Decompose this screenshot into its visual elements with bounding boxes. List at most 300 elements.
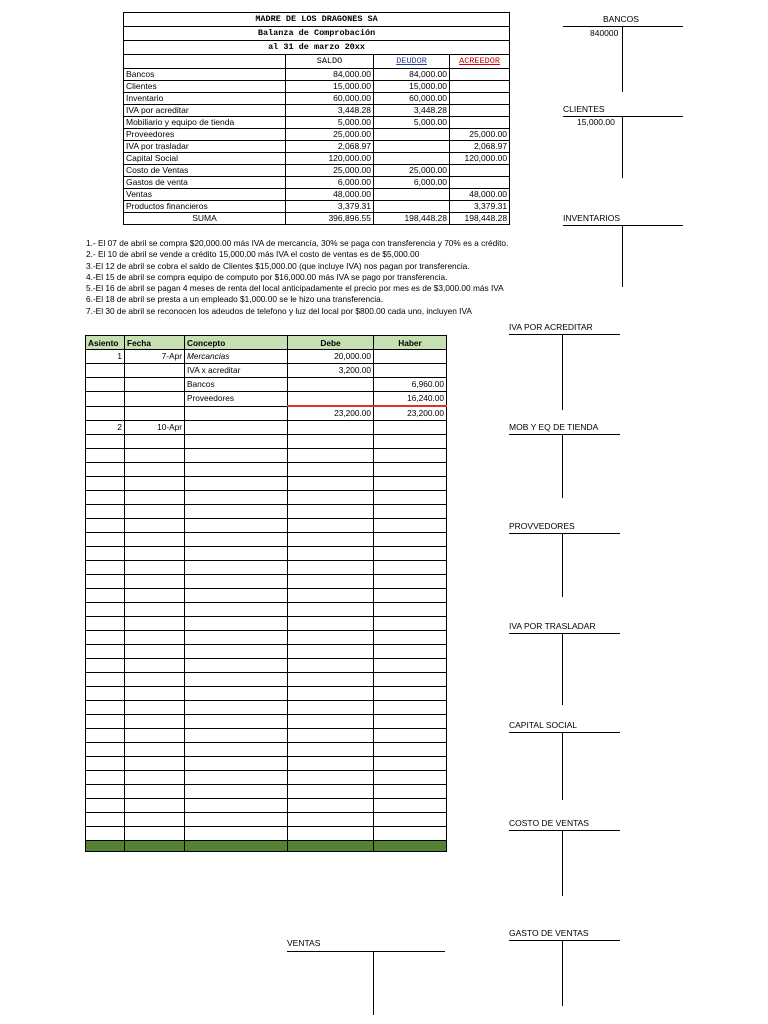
concepto-cell[interactable] [185, 589, 288, 603]
exercise-item: 4.-El 15 de abril se compra equipo de computo por $16,000.00 más IVA se pago por transferencia. [86, 271, 448, 282]
asiento-cell[interactable] [86, 799, 125, 813]
fecha-cell[interactable] [125, 771, 185, 785]
asiento-cell[interactable] [86, 491, 125, 505]
debe-cell[interactable] [288, 519, 374, 533]
trial-balance-table [123, 12, 510, 225]
company-name: MADRE DE LOS DRAGONES SA [124, 13, 510, 27]
account-row [124, 81, 510, 93]
debe-cell[interactable] [288, 491, 374, 505]
asiento-cell[interactable] [86, 505, 125, 519]
haber-cell[interactable] [374, 729, 447, 743]
concepto-cell[interactable] [185, 477, 288, 491]
debe-cell[interactable] [288, 603, 374, 617]
debe-cell[interactable]: 23,200.00 [288, 406, 374, 421]
fecha-cell[interactable] [125, 575, 185, 589]
haber-cell[interactable] [374, 771, 447, 785]
journal-row [86, 378, 447, 392]
journal-empty-row [86, 813, 447, 827]
fecha-cell[interactable] [125, 785, 185, 799]
fecha-cell[interactable] [125, 477, 185, 491]
debe-cell[interactable] [288, 505, 374, 519]
account-row [124, 129, 510, 141]
debe-cell[interactable] [288, 799, 374, 813]
saldo-value: 5,000.00 [286, 117, 374, 129]
asiento-cell[interactable] [86, 771, 125, 785]
account-name: Productos financieros [124, 201, 286, 213]
footer-cell [185, 841, 288, 852]
asiento-cell[interactable] [86, 673, 125, 687]
t-account-top-line [509, 533, 620, 534]
t-account-top-line [509, 334, 620, 335]
t-account-top-line [563, 26, 683, 27]
journal-empty-row [86, 603, 447, 617]
asiento-cell[interactable] [86, 392, 125, 407]
saldo-value: 3,448.28 [286, 105, 374, 117]
journal-empty-row [86, 561, 447, 575]
fecha-cell[interactable] [125, 533, 185, 547]
asiento-cell[interactable] [86, 659, 125, 673]
debe-cell[interactable] [288, 631, 374, 645]
asiento-cell[interactable] [86, 687, 125, 701]
acreedor-value [450, 93, 510, 105]
debe-cell[interactable] [288, 701, 374, 715]
concepto-cell[interactable] [185, 533, 288, 547]
haber-cell[interactable] [374, 813, 447, 827]
debe-cell[interactable] [288, 687, 374, 701]
t-account-divider-line [562, 533, 563, 597]
debe-cell[interactable] [288, 673, 374, 687]
haber-cell[interactable] [374, 603, 447, 617]
concepto-cell[interactable] [185, 406, 288, 421]
concepto-cell[interactable] [185, 547, 288, 561]
debe-cell[interactable] [288, 617, 374, 631]
journal-empty-row [86, 449, 447, 463]
concepto-cell[interactable] [185, 603, 288, 617]
t-account-label: COSTO DE VENTAS [509, 818, 589, 828]
deudor-value: 5,000.00 [374, 117, 450, 129]
asiento-cell[interactable] [86, 364, 125, 378]
acreedor-value [450, 69, 510, 81]
deudor-value [374, 129, 450, 141]
fecha-cell[interactable] [125, 519, 185, 533]
haber-cell[interactable] [374, 350, 447, 364]
debe-cell[interactable] [288, 757, 374, 771]
concepto-cell[interactable] [185, 743, 288, 757]
asiento-header: Asiento [86, 336, 125, 350]
fecha-cell[interactable] [125, 729, 185, 743]
deudor-header: DEUDOR [374, 55, 450, 69]
account-row [124, 69, 510, 81]
t-account-top-line [509, 830, 620, 831]
t-account-debit-value: 15,000.00 [577, 117, 615, 127]
debe-cell[interactable] [288, 547, 374, 561]
fecha-cell[interactable] [125, 491, 185, 505]
asiento-cell[interactable] [86, 715, 125, 729]
fecha-header: Fecha [125, 336, 185, 350]
concepto-cell[interactable] [185, 519, 288, 533]
asiento-cell[interactable] [86, 603, 125, 617]
acreedor-value: 3,379.31 [450, 201, 510, 213]
concepto-header: Concepto [185, 336, 288, 350]
asiento-cell[interactable] [86, 547, 125, 561]
journal-empty-row [86, 589, 447, 603]
haber-cell[interactable]: 23,200.00 [374, 406, 447, 421]
acreedor-value: 2,068.97 [450, 141, 510, 153]
debe-cell[interactable] [288, 463, 374, 477]
report-date: al 31 de marzo 20xx [124, 41, 510, 55]
t-account-label: BANCOS [603, 14, 639, 24]
t-account-divider-line [562, 633, 563, 705]
exercise-item: 7.-El 30 de abril se reconocen los adeudos de telefono y luz del local por $800.00 cada uno, incluyen IVA [86, 305, 472, 316]
saldo-header: SALDO [286, 55, 374, 69]
journal-empty-row [86, 757, 447, 771]
t-account-top-line [509, 633, 620, 634]
fecha-cell[interactable] [125, 645, 185, 659]
asiento-cell[interactable] [86, 701, 125, 715]
concepto-cell[interactable]: IVA x acreditar [185, 364, 288, 378]
haber-cell[interactable] [374, 435, 447, 449]
haber-cell[interactable] [374, 631, 447, 645]
exercise-item: 2.- El 10 de abril se vende a crédito 15,000.00 más IVA el costo de ventas es de $5,000.00 [86, 249, 420, 260]
t-account-divider-line [562, 334, 563, 410]
haber-cell[interactable] [374, 575, 447, 589]
debe-cell[interactable] [288, 449, 374, 463]
asiento-cell[interactable] [86, 813, 125, 827]
debe-cell[interactable] [288, 645, 374, 659]
account-name: Ventas [124, 189, 286, 201]
asiento-cell[interactable] [86, 533, 125, 547]
debe-cell[interactable] [288, 715, 374, 729]
concepto-cell[interactable] [185, 813, 288, 827]
haber-cell[interactable] [374, 799, 447, 813]
debe-cell[interactable] [288, 813, 374, 827]
fecha-cell[interactable]: 7-Apr [125, 350, 185, 364]
fecha-cell[interactable] [125, 463, 185, 477]
asiento-cell[interactable] [86, 561, 125, 575]
concepto-cell[interactable] [185, 617, 288, 631]
saldo-value: 84,000.00 [286, 69, 374, 81]
haber-cell[interactable] [374, 659, 447, 673]
debe-cell[interactable] [288, 421, 374, 435]
asiento-cell[interactable] [86, 729, 125, 743]
deudor-value [374, 141, 450, 153]
journal-row [86, 421, 447, 435]
fecha-cell[interactable] [125, 378, 185, 392]
deudor-value [374, 153, 450, 165]
footer-cell [374, 841, 447, 852]
debe-header: Debe [288, 336, 374, 350]
asiento-cell[interactable] [86, 589, 125, 603]
journal-empty-row [86, 687, 447, 701]
fecha-cell[interactable] [125, 799, 185, 813]
account-row [124, 105, 510, 117]
asiento-cell[interactable] [86, 631, 125, 645]
deudor-value [374, 201, 450, 213]
haber-cell[interactable] [374, 547, 447, 561]
deudor-value: 6,000.00 [374, 177, 450, 189]
haber-cell[interactable] [374, 673, 447, 687]
asiento-cell[interactable] [86, 743, 125, 757]
debe-cell[interactable] [288, 575, 374, 589]
account-row [124, 153, 510, 165]
fecha-cell[interactable] [125, 827, 185, 841]
concepto-cell[interactable] [185, 463, 288, 477]
account-row [124, 117, 510, 129]
trial-balance [123, 12, 509, 225]
deudor-value [374, 189, 450, 201]
fecha-cell[interactable] [125, 673, 185, 687]
t-account-divider-line [373, 951, 374, 1015]
concepto-cell[interactable] [185, 421, 288, 435]
journal-empty-row [86, 505, 447, 519]
haber-cell[interactable] [374, 827, 447, 841]
journal [85, 335, 447, 852]
saldo-value: 3,379.31 [286, 201, 374, 213]
journal-row [86, 364, 447, 378]
asiento-cell[interactable] [86, 645, 125, 659]
concepto-cell[interactable] [185, 827, 288, 841]
saldo-value: 60,000.00 [286, 93, 374, 105]
account-row [124, 189, 510, 201]
footer-cell [125, 841, 185, 852]
fecha-cell[interactable] [125, 715, 185, 729]
total-saldo: 396,896.55 [286, 213, 374, 225]
fecha-cell[interactable] [125, 505, 185, 519]
debe-cell[interactable] [288, 589, 374, 603]
t-account-label: CLIENTES [563, 104, 605, 114]
asiento-cell[interactable] [86, 463, 125, 477]
asiento-cell[interactable] [86, 575, 125, 589]
acreedor-value [450, 105, 510, 117]
debe-cell[interactable] [288, 392, 374, 407]
haber-cell[interactable] [374, 743, 447, 757]
journal-empty-row [86, 715, 447, 729]
concepto-cell[interactable] [185, 715, 288, 729]
concepto-cell[interactable]: Mercancias [185, 350, 288, 364]
fecha-cell[interactable] [125, 406, 185, 421]
journal-empty-row [86, 491, 447, 505]
haber-cell[interactable] [374, 645, 447, 659]
debe-cell[interactable] [288, 659, 374, 673]
fecha-cell[interactable] [125, 547, 185, 561]
total-label: SUMA [124, 213, 286, 225]
report-title: Balanza de Comprobación [124, 27, 510, 41]
fecha-cell[interactable] [125, 617, 185, 631]
fecha-cell[interactable]: 10-Apr [125, 421, 185, 435]
asiento-cell[interactable] [86, 785, 125, 799]
acreedor-value: 120,000.00 [450, 153, 510, 165]
journal-empty-row [86, 673, 447, 687]
total-acreedor: 198,448.28 [450, 213, 510, 225]
journal-empty-row [86, 701, 447, 715]
fecha-cell[interactable] [125, 687, 185, 701]
haber-cell[interactable] [374, 757, 447, 771]
journal-empty-row [86, 743, 447, 757]
concepto-cell[interactable] [185, 491, 288, 505]
t-account-divider-line [622, 116, 623, 178]
haber-header: Haber [374, 336, 447, 350]
asiento-cell[interactable] [86, 406, 125, 421]
journal-empty-row [86, 785, 447, 799]
fecha-cell[interactable] [125, 449, 185, 463]
exercise-item: 6.-El 18 de abril se presta a un empleado $1,000.00 se le hizo una transferencia. [86, 294, 384, 305]
haber-cell[interactable] [374, 715, 447, 729]
concepto-cell[interactable] [185, 631, 288, 645]
t-account-top-line [287, 951, 445, 952]
account-name: IVA por trasladar [124, 141, 286, 153]
t-account-divider-line [622, 26, 623, 92]
debe-cell[interactable] [288, 785, 374, 799]
fecha-cell[interactable] [125, 589, 185, 603]
saldo-value: 2,068.97 [286, 141, 374, 153]
haber-cell[interactable] [374, 687, 447, 701]
concepto-cell[interactable] [185, 729, 288, 743]
concepto-cell[interactable] [185, 505, 288, 519]
fecha-cell[interactable] [125, 561, 185, 575]
debe-cell[interactable] [288, 743, 374, 757]
deudor-value: 3,448.28 [374, 105, 450, 117]
total-deudor: 198,448.28 [374, 213, 450, 225]
t-account-top-line [563, 225, 683, 226]
deudor-value: 84,000.00 [374, 69, 450, 81]
exercise-item: 1.- El 07 de abril se compra $20,000.00 más IVA de mercancía, 30% se paga con transferencia y 70% es a crédito. [86, 238, 509, 248]
asiento-cell[interactable] [86, 617, 125, 631]
t-account-divider-line [622, 225, 623, 287]
fecha-cell[interactable] [125, 392, 185, 407]
asiento-cell[interactable] [86, 435, 125, 449]
haber-cell[interactable] [374, 449, 447, 463]
asiento-cell[interactable] [86, 827, 125, 841]
journal-empty-row [86, 477, 447, 491]
journal-empty-row [86, 631, 447, 645]
debe-cell[interactable] [288, 435, 374, 449]
exercise-list [86, 238, 566, 317]
t-account-label: MOB Y EQ DE TIENDA [509, 422, 599, 432]
account-name: Gastos de venta [124, 177, 286, 189]
journal-empty-row [86, 547, 447, 561]
journal-footer-bar [86, 841, 447, 852]
saldo-value: 6,000.00 [286, 177, 374, 189]
fecha-cell[interactable] [125, 757, 185, 771]
concepto-cell[interactable]: Bancos [185, 378, 288, 392]
haber-cell[interactable] [374, 421, 447, 435]
journal-row [86, 406, 447, 421]
haber-cell[interactable] [374, 533, 447, 547]
haber-cell[interactable]: 6,960.00 [374, 378, 447, 392]
t-account-label: INVENTARIOS [563, 213, 620, 223]
acreedor-value [450, 177, 510, 189]
journal-empty-row [86, 435, 447, 449]
debe-cell[interactable] [288, 771, 374, 785]
concepto-cell[interactable] [185, 673, 288, 687]
debe-cell[interactable] [288, 561, 374, 575]
asiento-cell[interactable] [86, 477, 125, 491]
asiento-cell[interactable] [86, 519, 125, 533]
concepto-cell[interactable] [185, 757, 288, 771]
haber-cell[interactable] [374, 589, 447, 603]
t-account-top-line [509, 940, 620, 941]
debe-cell[interactable] [288, 477, 374, 491]
haber-cell[interactable] [374, 561, 447, 575]
account-row [124, 177, 510, 189]
concepto-cell[interactable] [185, 561, 288, 575]
t-account-label: VENTAS [287, 938, 321, 948]
t-account-divider-line [562, 732, 563, 800]
fecha-cell[interactable] [125, 743, 185, 757]
journal-empty-row [86, 659, 447, 673]
fecha-cell[interactable] [125, 631, 185, 645]
asiento-cell[interactable]: 2 [86, 421, 125, 435]
debe-cell[interactable] [288, 378, 374, 392]
t-account-debit-value: 840000 [590, 28, 619, 38]
asiento-cell[interactable] [86, 757, 125, 771]
fecha-cell[interactable] [125, 603, 185, 617]
fecha-cell[interactable] [125, 435, 185, 449]
haber-cell[interactable] [374, 505, 447, 519]
haber-cell[interactable] [374, 477, 447, 491]
footer-cell [288, 841, 374, 852]
concepto-cell[interactable] [185, 799, 288, 813]
concepto-cell[interactable] [185, 435, 288, 449]
haber-cell[interactable] [374, 701, 447, 715]
haber-cell[interactable]: 16,240.00 [374, 392, 447, 407]
account-row [124, 141, 510, 153]
haber-cell[interactable] [374, 491, 447, 505]
concepto-cell[interactable] [185, 701, 288, 715]
asiento-cell[interactable]: 1 [86, 350, 125, 364]
t-account-label: CAPITAL SOCIAL [509, 720, 578, 730]
haber-cell[interactable] [374, 364, 447, 378]
fecha-cell[interactable] [125, 701, 185, 715]
concepto-cell[interactable]: Proveedores [185, 392, 288, 407]
concepto-cell[interactable] [185, 659, 288, 673]
acreedor-value [450, 165, 510, 177]
debe-cell[interactable] [288, 533, 374, 547]
journal-empty-row [86, 519, 447, 533]
fecha-cell[interactable] [125, 659, 185, 673]
debe-cell[interactable] [288, 729, 374, 743]
journal-empty-row [86, 575, 447, 589]
concepto-cell[interactable] [185, 687, 288, 701]
haber-cell[interactable] [374, 463, 447, 477]
account-row [124, 201, 510, 213]
t-account-label: IVA POR ACREDITAR [509, 322, 593, 332]
asiento-cell[interactable] [86, 449, 125, 463]
asiento-cell[interactable] [86, 378, 125, 392]
concepto-cell[interactable] [185, 645, 288, 659]
haber-cell[interactable] [374, 617, 447, 631]
concepto-cell[interactable] [185, 449, 288, 463]
acreedor-header: ACREEDOR [450, 55, 510, 69]
debe-cell[interactable] [288, 827, 374, 841]
acreedor-value [450, 117, 510, 129]
concepto-cell[interactable] [185, 771, 288, 785]
concepto-cell[interactable] [185, 785, 288, 799]
debe-cell[interactable]: 3,200.00 [288, 364, 374, 378]
journal-empty-row [86, 533, 447, 547]
fecha-cell[interactable] [125, 813, 185, 827]
haber-cell[interactable] [374, 519, 447, 533]
fecha-cell[interactable] [125, 364, 185, 378]
debe-cell[interactable]: 20,000.00 [288, 350, 374, 364]
concepto-cell[interactable] [185, 575, 288, 589]
t-account-divider-line [562, 434, 563, 498]
account-name: Costo de Ventas [124, 165, 286, 177]
t-account-label: IVA POR TRASLADAR [509, 621, 596, 631]
haber-cell[interactable] [374, 785, 447, 799]
blank-header-cell [124, 55, 286, 69]
journal-empty-row [86, 771, 447, 785]
